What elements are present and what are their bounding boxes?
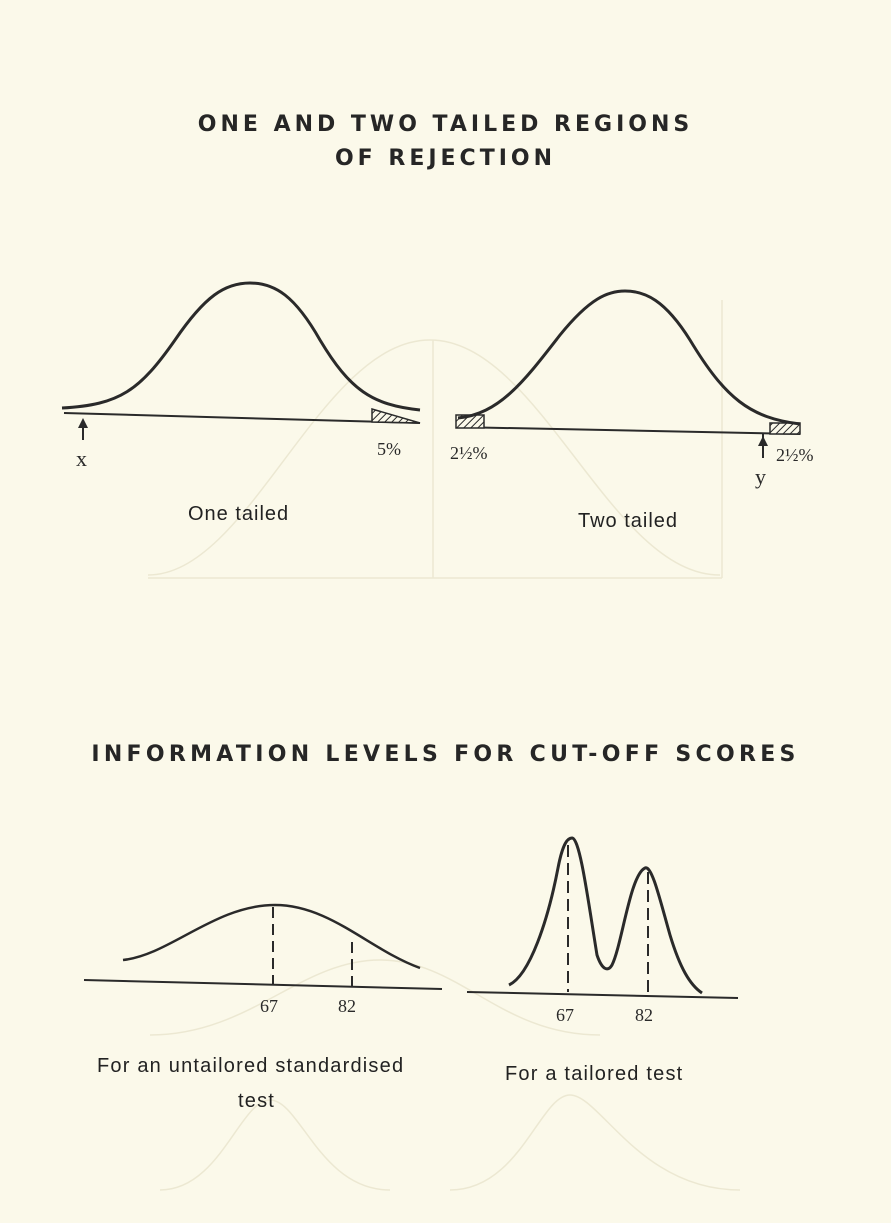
two-tailed-right-percent-label: 2½% <box>776 445 814 465</box>
section1-title-line2: OF REJECTION <box>334 146 557 171</box>
one-tailed-percent-label: 5% <box>377 439 401 459</box>
section1-title-line1: ONE AND TWO TAILED REGIONS <box>197 112 694 137</box>
untailored-caption-line2: test <box>238 1090 276 1112</box>
tailored-diagram <box>467 838 738 1025</box>
one-tailed-caption: One tailed <box>188 503 290 525</box>
x-label: x <box>76 446 87 471</box>
one-tailed-baseline <box>64 413 420 423</box>
untailored-baseline <box>84 980 442 989</box>
tailored-information-curve <box>509 838 702 993</box>
untailored-score-82: 82 <box>338 996 356 1016</box>
two-tailed-left-percent-label: 2½% <box>450 443 488 463</box>
untailored-caption-line1: For an untailored standardised <box>97 1055 405 1077</box>
y-arrow-head <box>758 436 768 446</box>
y-label: y <box>755 464 766 489</box>
untailored-information-curve <box>123 905 420 968</box>
one-tailed-normal-curve <box>62 283 420 410</box>
two-tailed-normal-curve <box>458 291 800 424</box>
one-tailed-diagram <box>62 283 420 471</box>
tailored-baseline <box>467 992 738 998</box>
two-tailed-diagram <box>450 291 814 489</box>
tailored-caption: For a tailored test <box>505 1063 684 1085</box>
one-tailed-shaded-region <box>372 409 420 423</box>
x-arrow-head <box>78 418 88 428</box>
tailored-score-67: 67 <box>556 1005 574 1025</box>
tailored-score-82: 82 <box>635 1005 653 1025</box>
untailored-score-67: 67 <box>260 996 278 1016</box>
two-tailed-baseline <box>456 427 800 434</box>
section2-title: INFORMATION LEVELS FOR CUT-OFF SCORES <box>91 742 800 767</box>
two-tailed-caption: Two tailed <box>578 510 679 532</box>
